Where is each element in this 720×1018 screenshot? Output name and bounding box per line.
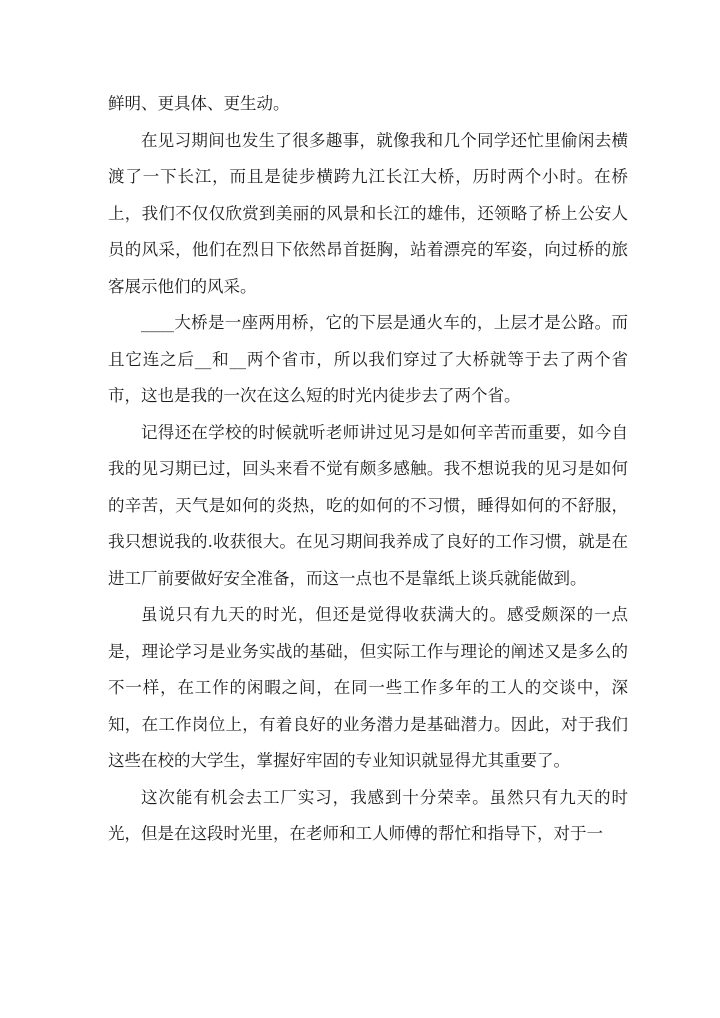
paragraph-bridge-description: ____大桥是一座两用桥，它的下层是通火车的，上层才是公路。而且它连之后__和__两个省市，所以我们穿过了大桥就等于去了两个省市，这也是我的一次在这么短的时光内徒步去了两个省。 xyxy=(108,313,628,405)
paragraph-factory-internship: 这次能有机会去工厂实习，我感到十分荣幸。虽然只有九天的时光，但是在这段时光里，在老师和工人师傅的帮忙和指导下，对于一 xyxy=(108,787,628,843)
paragraph-nine-days: 虽说只有九天的时光，但还是觉得收获满大的。感受颇深的一点是，理论学习是业务实战的基础，但实际工作与理论的阐述又是多么的不一样，在工作的闲暇之间，在同一些工作多年的工人的交谈中，深知，在工作岗位上，有着良好的业务潜力是基础潜力。因此，对于我们这些在校的大学生，掌握好牢固的专业知识就显得尤其重要了。 xyxy=(108,605,628,770)
paragraph-continuation: 鲜明、更具体、更生动。 xyxy=(108,94,290,113)
paragraph-internship-reflection: 记得还在学校的时候就听老师讲过见习是如何辛苦而重要，如今自我的见习期已过，回头来看不觉有颇多感触。我不想说我的见习是如何的辛苦，天气是如何的炎热，吃的如何的不习惯，睡得如何的不舒服，我只想说我的.收获很大。在见习期间我养成了良好的工作习惯，就是在进工厂前要做好安全准备，而这一点也不是靠纸上谈兵就能做到。 xyxy=(108,422,628,588)
document-page xyxy=(108,86,628,853)
paragraph-bridge-crossing: 在见习期间也发生了很多趣事，就像我和几个同学还忙里偷闲去横渡了一下长江，而且是徒步横跨九江长江大桥，历时两个小时。在桥上，我们不仅仅欣赏到美丽的风景和长江的雄伟，还领略了桥上公安人员的风采，他们在烈日下依然昂首挺胸，站着漂亮的军姿，向过桥的旅客展示他们的风采。 xyxy=(108,130,628,296)
